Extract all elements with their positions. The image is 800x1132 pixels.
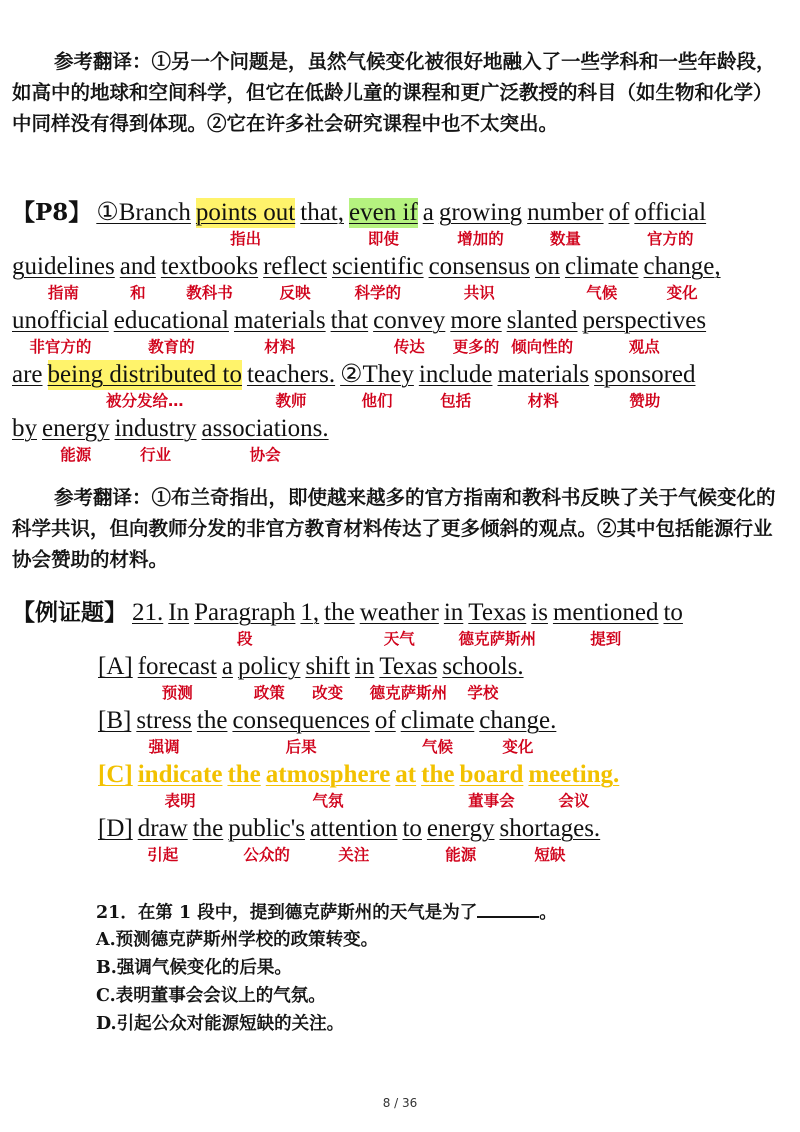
chinese-gloss: 表明 — [164, 792, 196, 810]
english-word: slanted — [506, 307, 578, 334]
english-word: the — [196, 707, 228, 734]
english-word: 21. — [132, 599, 164, 626]
option-letter: [D] — [98, 815, 133, 842]
answer-blank — [477, 898, 539, 918]
english-word: scientific — [331, 253, 424, 280]
text-line — [12, 306, 706, 336]
english-word: reflect — [263, 253, 327, 280]
english-word: that — [330, 307, 369, 334]
english-word: convey — [373, 307, 446, 334]
option-letter: [C] — [98, 761, 133, 788]
english-word: more — [450, 307, 502, 334]
option-b — [98, 706, 556, 736]
chinese-gloss: 反映 — [279, 284, 311, 302]
english-word: even if — [349, 199, 418, 226]
chinese-gloss: 教育的 — [148, 338, 195, 356]
chinese-gloss: 赞助 — [629, 392, 661, 410]
english-word: sponsored — [594, 361, 696, 388]
english-word: associations. — [201, 415, 329, 442]
english-word: to — [402, 815, 422, 842]
english-word: attention — [309, 815, 398, 842]
english-word: being distributed to — [47, 361, 242, 388]
english-word: on — [534, 253, 560, 280]
chinese-gloss: 短缺 — [534, 846, 566, 864]
chinese-gloss: 改变 — [312, 684, 344, 702]
chinese-gloss: 行业 — [140, 446, 172, 464]
english-word: board — [459, 761, 524, 788]
english-word: to — [663, 599, 683, 626]
chinese-gloss: 政策 — [253, 684, 285, 702]
text-line — [12, 414, 329, 444]
english-word: Paragraph — [194, 599, 296, 626]
english-word: stress — [136, 707, 192, 734]
chinese-gloss: 气候 — [422, 738, 454, 756]
chinese-gloss: 提到 — [590, 630, 622, 648]
english-word: Texas — [379, 653, 438, 680]
english-word: textbooks — [160, 253, 259, 280]
chinese-gloss: 强调 — [148, 738, 180, 756]
english-word: policy — [237, 653, 301, 680]
english-word: mentioned — [552, 599, 659, 626]
translation-text: ①另一个问题是，虽然气候变化被很好地融入了一些学科和一些年龄段，如高中的地球和空间科学，但它在低龄儿童的课程和更广泛教授的科目（如生物和化学）中同样没有得到体现。②它在许多社会研究课程中也不太突出。 — [12, 50, 776, 135]
chinese-gloss: 他们 — [361, 392, 393, 410]
text-line — [12, 598, 683, 628]
english-word: is — [531, 599, 548, 626]
english-word: in — [354, 653, 375, 680]
translation-paragraph-2 — [12, 482, 782, 575]
chinese-gloss: 董事会 — [468, 792, 515, 810]
chinese-gloss: 即使 — [367, 230, 399, 248]
english-word: 1, — [300, 599, 320, 626]
chinese-gloss: 倾向性的 — [511, 338, 574, 356]
chinese-gloss: 指出 — [230, 230, 262, 248]
english-word: meeting. — [528, 761, 620, 788]
english-word: In — [168, 599, 190, 626]
chinese-gloss: 协会 — [249, 446, 281, 464]
english-word: by — [12, 415, 37, 442]
chinese-gloss: 材料 — [527, 392, 559, 410]
chinese-gloss: 后果 — [285, 738, 317, 756]
option-letter: [B] — [98, 707, 132, 734]
chinese-gloss: 气氛 — [312, 792, 344, 810]
chinese-gloss: 引起 — [147, 846, 179, 864]
english-word: in — [443, 599, 464, 626]
english-word: materials — [233, 307, 326, 334]
english-word: change. — [479, 707, 557, 734]
english-word: ②They — [340, 361, 414, 388]
option-c — [98, 760, 619, 790]
text-line — [12, 198, 706, 228]
chinese-gloss: 材料 — [264, 338, 296, 356]
chinese-gloss: 德克萨斯州 — [458, 630, 537, 648]
chinese-gloss: 会议 — [558, 792, 590, 810]
chinese-gloss: 包括 — [440, 392, 472, 410]
chinese-gloss: 数量 — [549, 230, 581, 248]
english-word: climate — [564, 253, 639, 280]
chinese-gloss: 德克萨斯州 — [369, 684, 448, 702]
chinese-gloss: 变化 — [502, 738, 534, 756]
text-line — [12, 252, 721, 282]
chinese-gloss: 增加的 — [457, 230, 504, 248]
english-word: official — [634, 199, 707, 226]
chinese-gloss: 段 — [236, 630, 253, 648]
english-word: indicate — [137, 761, 223, 788]
english-word: forecast — [137, 653, 217, 680]
english-word: consensus — [428, 253, 530, 280]
english-word: of — [608, 199, 630, 226]
chinese-gloss: 学校 — [467, 684, 499, 702]
english-word: change, — [643, 253, 721, 280]
english-word: are — [12, 361, 43, 388]
english-word: guidelines — [12, 253, 115, 280]
english-word: educational — [113, 307, 229, 334]
paragraph-tag: 【例证题】 — [12, 599, 127, 626]
chinese-option-a: A.预测德克萨斯州学校的政策转变。 — [96, 930, 379, 950]
english-word: consequences — [232, 707, 370, 734]
english-word: unofficial — [12, 307, 109, 334]
chinese-gloss: 观点 — [628, 338, 660, 356]
english-word: ①Branch — [96, 199, 191, 226]
english-word: the — [192, 815, 224, 842]
paragraph-tag: 【P8】 — [12, 199, 92, 226]
english-word: materials — [497, 361, 590, 388]
english-word: shift — [305, 653, 350, 680]
english-word: public's — [228, 815, 305, 842]
page-number: 8 / 36 — [382, 1096, 418, 1110]
chinese-gloss: 科学的 — [354, 284, 402, 302]
english-word: weather — [359, 599, 439, 626]
chinese-gloss: 官方的 — [646, 230, 694, 248]
english-word: that, — [300, 199, 344, 226]
chinese-gloss: 公众的 — [243, 846, 290, 864]
question-stem-end: 。 — [539, 903, 557, 923]
chinese-gloss: 和 — [130, 284, 146, 302]
chinese-question-stem — [96, 898, 557, 927]
english-word: industry — [114, 415, 197, 442]
english-word: a — [221, 653, 233, 680]
chinese-gloss: 传达 — [393, 338, 425, 356]
chinese-gloss: 天气 — [383, 630, 415, 648]
text-line — [12, 360, 696, 390]
chinese-option-b: B.强调气候变化的后果。 — [96, 958, 292, 978]
translation-label: 参考翻译： — [54, 486, 152, 509]
translation-paragraph-1 — [12, 46, 782, 139]
chinese-gloss: 能源 — [60, 446, 92, 464]
english-word: number — [527, 199, 604, 226]
english-word: climate — [400, 707, 475, 734]
english-word: schools. — [442, 653, 524, 680]
chinese-gloss: 变化 — [666, 284, 698, 302]
english-word: the — [227, 761, 261, 788]
english-word: include — [418, 361, 493, 388]
option-d — [98, 814, 600, 844]
chinese-gloss: 更多的 — [452, 338, 500, 356]
option-letter: [A] — [98, 653, 133, 680]
chinese-gloss: 非官方的 — [29, 338, 92, 356]
english-word: Texas — [468, 599, 527, 626]
english-word: and — [119, 253, 156, 280]
english-word: atmosphere — [265, 761, 391, 788]
chinese-gloss: 教科书 — [186, 284, 233, 302]
english-word: the — [324, 599, 355, 626]
english-word: points out — [195, 199, 296, 226]
chinese-option-d: D.引起公众对能源短缺的关注。 — [96, 1014, 345, 1034]
english-word: shortages. — [499, 815, 601, 842]
chinese-gloss: 共识 — [463, 284, 495, 302]
english-word: energy — [42, 415, 110, 442]
chinese-option-c: C.表明董事会会议上的气氛。 — [96, 986, 326, 1006]
chinese-gloss: 教师 — [275, 392, 307, 410]
translation-label: 参考翻译： — [54, 50, 152, 73]
english-word: perspectives — [582, 307, 707, 334]
chinese-gloss: 能源 — [445, 846, 477, 864]
english-word: of — [374, 707, 396, 734]
chinese-gloss: 预测 — [161, 684, 193, 702]
english-word: at — [395, 761, 417, 788]
chinese-gloss: 被分发给… — [105, 392, 184, 410]
english-word: teachers. — [246, 361, 336, 388]
english-word: draw — [137, 815, 188, 842]
english-word: growing — [438, 199, 523, 226]
chinese-gloss: 指南 — [47, 284, 79, 302]
translation-text: ①布兰奇指出，即使越来越多的官方指南和教科书反映了关于气候变化的科学共识，但向教师分发的非官方教育材料传达了更多倾斜的观点。②其中包括能源行业协会赞助的材料。 — [12, 486, 776, 571]
option-a — [98, 652, 524, 682]
question-stem-text: 21．在第 1 段中，提到德克萨斯州的天气是为了 — [96, 903, 478, 923]
english-word: the — [421, 761, 455, 788]
chinese-gloss: 气候 — [586, 284, 618, 302]
english-word: energy — [426, 815, 495, 842]
chinese-gloss: 关注 — [338, 846, 370, 864]
english-word: a — [422, 199, 434, 226]
